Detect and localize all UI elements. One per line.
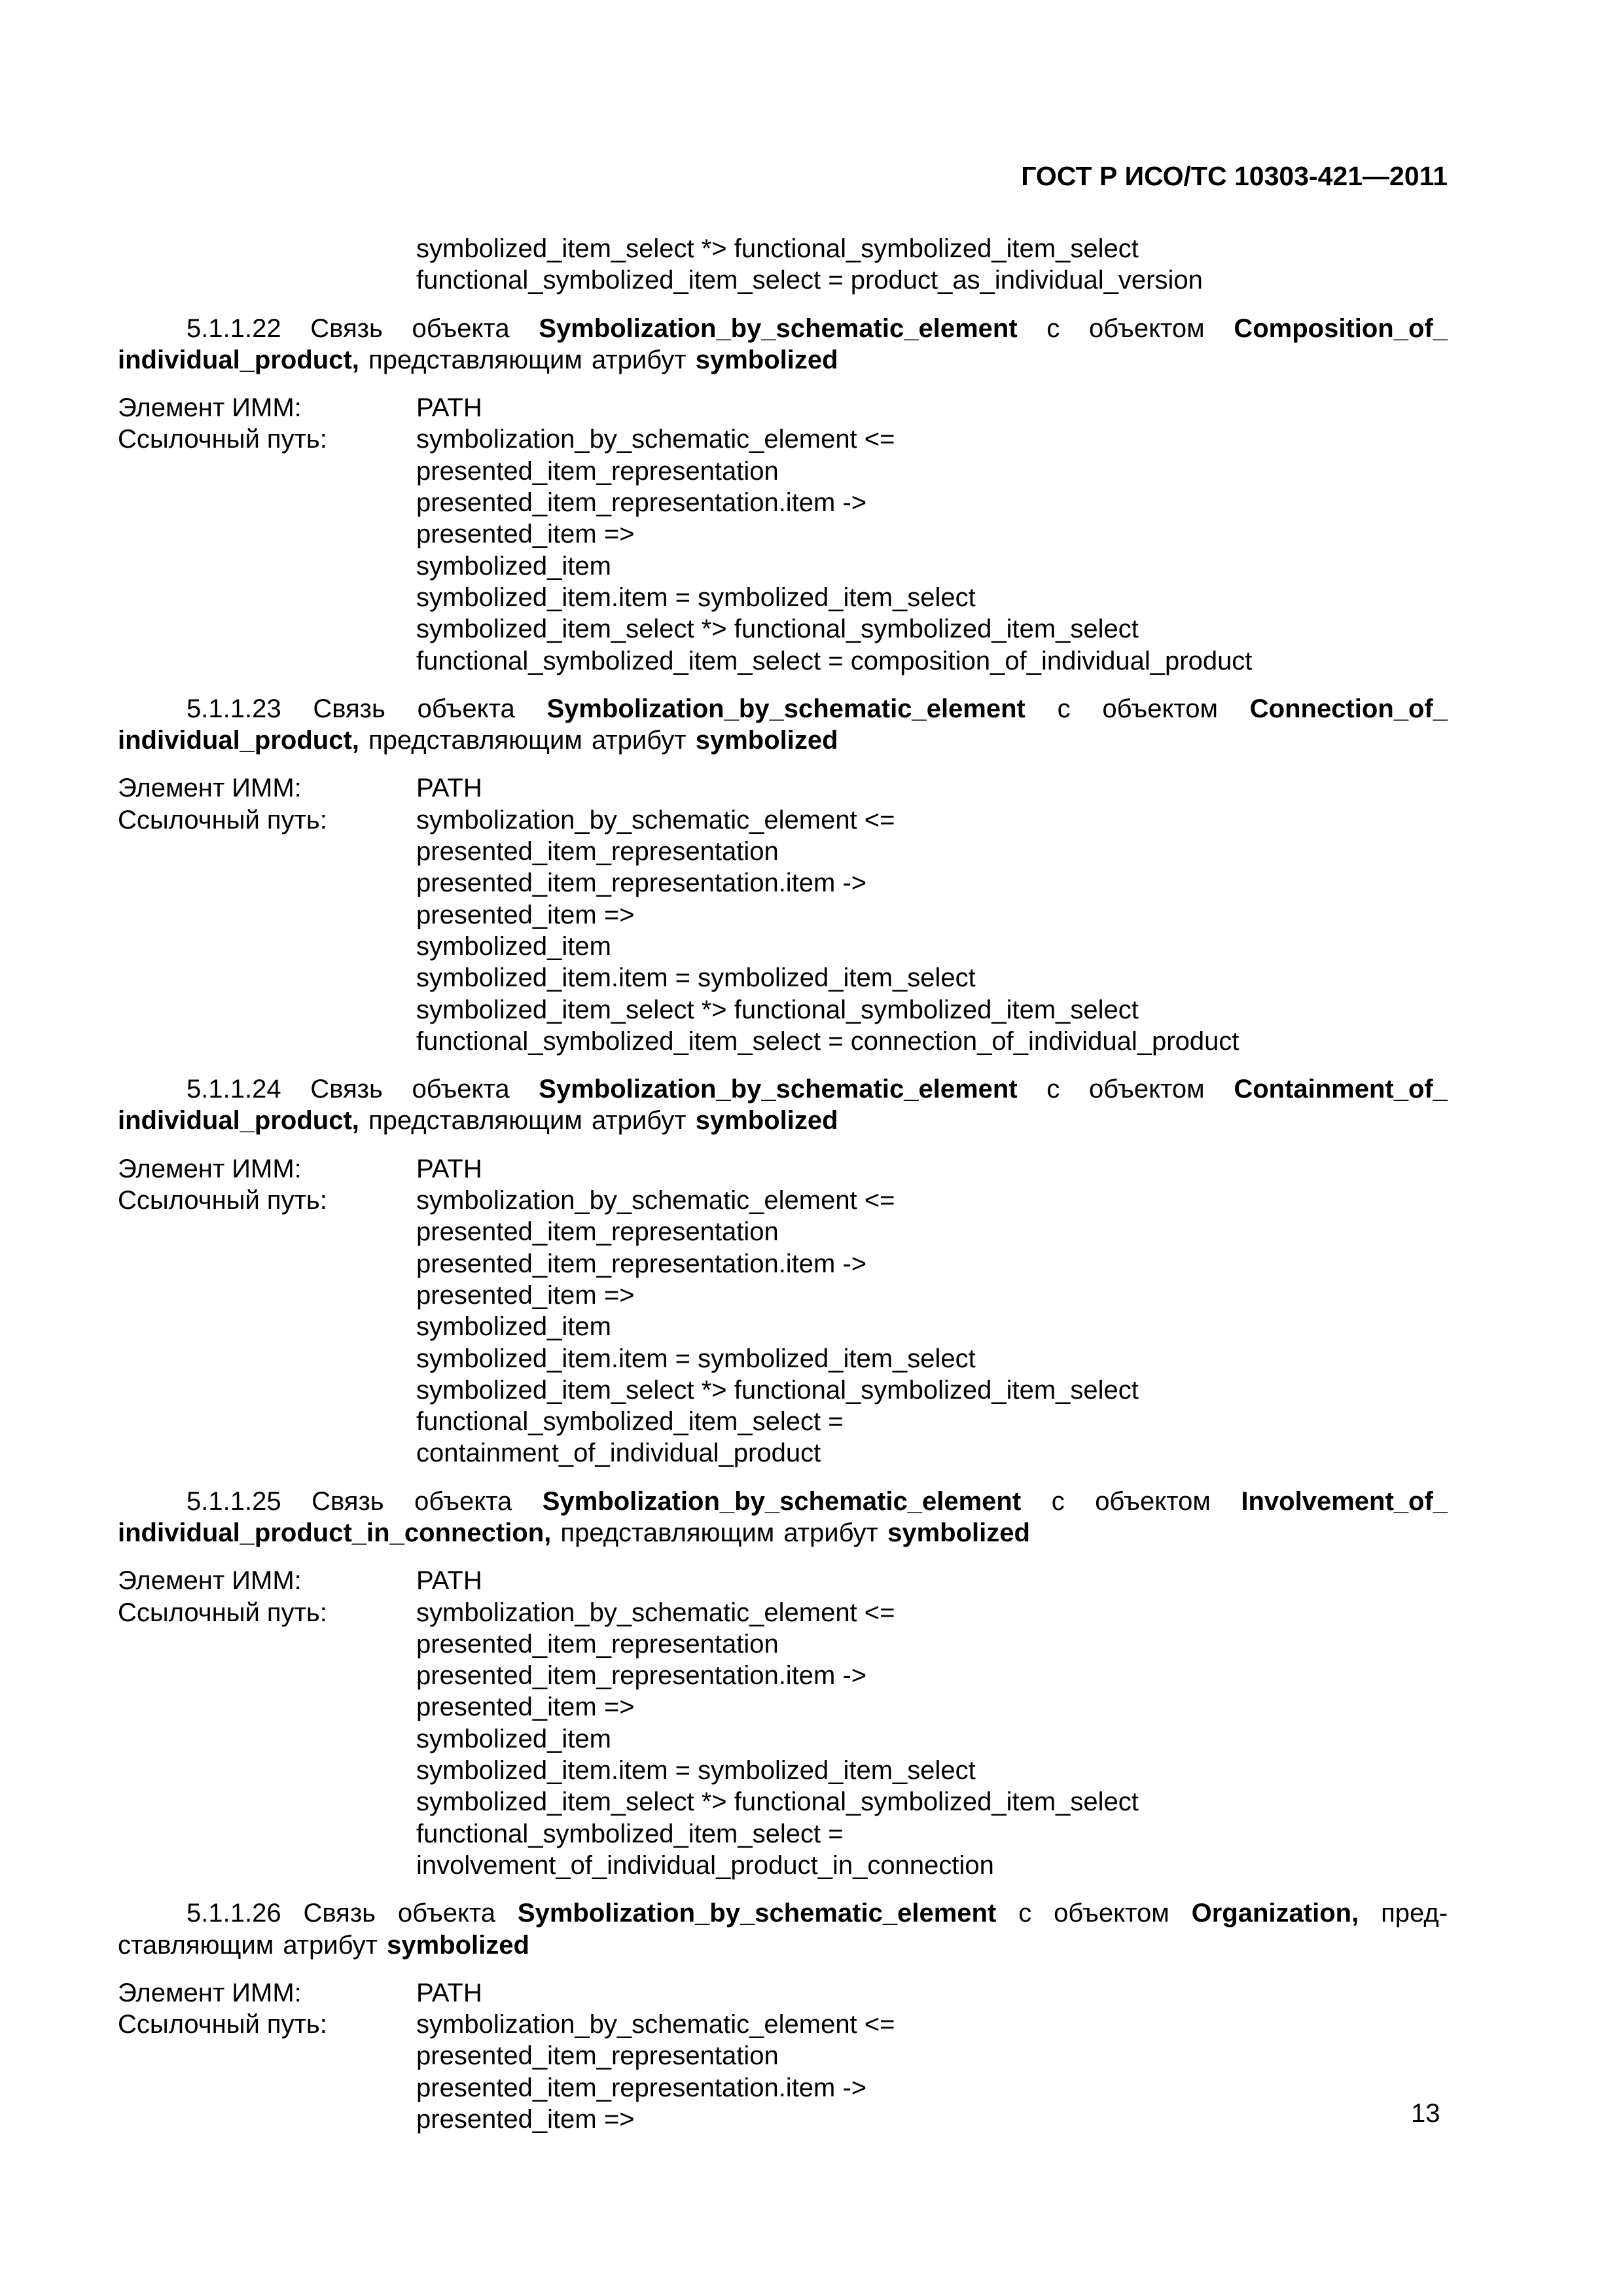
page-number: 13 (1411, 2099, 1440, 2128)
arm-element-value: PATH (416, 1978, 482, 2007)
reference-path-label: Ссылочный путь: (118, 425, 327, 454)
reference-path-lines (416, 1597, 1139, 1882)
path-line: symbolized_item_select *> functional_symbolized_item_select (416, 615, 1139, 644)
path-line: symbolized_item.item = symbolized_item_select (416, 583, 976, 612)
rep-attr-text: представляющим атрибут (368, 345, 687, 374)
reference-path-lines (416, 1185, 1139, 1469)
section-5.1.1.25 (118, 1486, 1448, 1882)
arm-element-label: Элемент ИММ: (118, 774, 302, 803)
entity-name: Symbolization_by_schematic_element (539, 314, 1018, 343)
path-line: presented_item_representation.item -> (416, 2073, 867, 2102)
path-line: symbolized_item_select *> functional_symbolized_item_select (416, 1375, 1139, 1405)
attribute-name: symbolized (695, 726, 838, 755)
path-line: presented_item => (416, 900, 635, 929)
path-line: symbolized_item.item = symbolized_item_select (416, 1344, 976, 1373)
arm-element-value: PATH (416, 393, 482, 423)
arm-element-row (118, 1977, 1448, 2009)
path-line: functional_symbolized_item_select = composition_of_individual_product (416, 646, 1253, 675)
arm-element-row (118, 1153, 1448, 1185)
path-line: presented_item => (416, 1280, 635, 1310)
path-line: symbolization_by_schematic_element <= (416, 805, 895, 834)
rep-attr-text: представляющим атрибут (368, 726, 687, 755)
section-number: 5.1.1.24 (187, 1075, 281, 1104)
section-5.1.1.26 (118, 1897, 1448, 2135)
path-line: symbolized_item (416, 551, 611, 581)
path-line: symbolization_by_schematic_element <= (416, 1186, 895, 1215)
arm-element-value: PATH (416, 1566, 482, 1596)
path-line: presented_item => (416, 2105, 635, 2134)
arm-element-value: PATH (416, 1154, 482, 1183)
reference-path-label: Ссылочный путь: (118, 805, 327, 834)
reference-path-row (118, 1185, 1448, 1469)
with-text: с объектом (1046, 314, 1205, 343)
arm-element-label: Элемент ИММ: (118, 1978, 302, 2007)
section-heading (118, 1073, 1448, 1137)
section-heading (118, 313, 1448, 376)
reference-path-row (118, 423, 1448, 676)
section-heading (118, 693, 1448, 757)
section-5.1.1.23 (118, 693, 1448, 1057)
conn-text: Связь объекта (310, 314, 510, 343)
path-line: symbolized_item_select *> functional_symbolized_item_select (416, 1787, 1139, 1817)
entity-name: Symbolization_by_schematic_element (539, 1075, 1018, 1104)
conn-text: Связь объекта (303, 1899, 496, 1928)
rep-attr-text: представляющим атрибут (368, 1106, 687, 1136)
section-heading (118, 1897, 1448, 1961)
path-line: symbolized_item_select *> functional_symbolized_item_select (416, 995, 1139, 1024)
path-line: presented_item_representation (416, 2041, 779, 2071)
path-line: symbolization_by_schematic_element <= (416, 425, 895, 454)
path-line: presented_item_representation (416, 456, 779, 486)
page-content (118, 233, 1448, 2135)
with-text: с объектом (1018, 1899, 1169, 1928)
with-text: с объектом (1046, 1075, 1205, 1104)
section-number: 5.1.1.23 (187, 694, 281, 723)
path-line: functional_symbolized_item_select = product_as_individual_version (416, 266, 1203, 295)
attribute-name: symbolized (695, 1106, 838, 1136)
path-line: presented_item_representation.item -> (416, 1249, 867, 1278)
attribute-name: symbolized (887, 1518, 1030, 1547)
target-entity: Organization, (1191, 1899, 1359, 1928)
path-line: presented_item => (416, 520, 635, 549)
attribute-name: symbolized (695, 345, 838, 374)
path-line: symbolization_by_schematic_element <= (416, 2010, 895, 2039)
arm-element-label: Элемент ИММ: (118, 1154, 302, 1183)
path-line: symbolized_item (416, 1312, 611, 1342)
path-line: containment_of_individual_product (416, 1439, 821, 1468)
attribute-name: symbolized (387, 1930, 529, 1960)
conn-text: Связь объекта (313, 694, 515, 723)
path-line: involvement_of_individual_product_in_connection (416, 1850, 994, 1880)
continued-path (416, 233, 1448, 296)
conn-text: Связь объекта (310, 1075, 510, 1104)
reference-path-lines (416, 423, 1252, 676)
entity-name: Symbolization_by_schematic_element (517, 1899, 997, 1928)
entity-name: Symbolization_by_schematic_element (542, 1486, 1022, 1516)
with-text: с объектом (1051, 1486, 1211, 1516)
path-line: functional_symbolized_item_select = connection_of_individual_product (416, 1026, 1240, 1056)
reference-path-lines (416, 2009, 895, 2135)
path-line: presented_item_representation (416, 837, 779, 867)
target-entity: Involvement_of_ individual_product_in_connection, (118, 1486, 1448, 1547)
section-number: 5.1.1.22 (187, 314, 281, 343)
section-5.1.1.24 (118, 1073, 1448, 1469)
reference-path-row (118, 804, 1448, 1057)
arm-element-row (118, 1565, 1448, 1596)
reference-path-lines (416, 804, 1239, 1057)
path-line: symbolized_item.item = symbolized_item_select (416, 1756, 976, 1785)
path-line: symbolized_item_select *> functional_symbolized_item_select (416, 234, 1139, 263)
entity-name: Symbolization_by_schematic_element (546, 694, 1026, 723)
path-line: presented_item => (416, 1693, 635, 1722)
target-entity: Containment_of_ individual_product, (118, 1075, 1448, 1136)
section-number: 5.1.1.25 (187, 1486, 281, 1516)
path-line: presented_item_representation.item -> (416, 488, 867, 518)
reference-path-label: Ссылочный путь: (118, 2010, 327, 2039)
document-header: ГОСТ Р ИСО/ТС 10303-421—2011 (1021, 161, 1448, 191)
path-line: symbolized_item (416, 931, 611, 961)
path-line: symbolized_item (416, 1724, 611, 1753)
path-line: presented_item_representation.item -> (416, 1661, 867, 1691)
path-line: presented_item_representation (416, 1217, 779, 1247)
arm-element-row (118, 772, 1448, 804)
target-entity: Connection_of_ individual_product, (118, 694, 1448, 755)
section-5.1.1.22 (118, 313, 1448, 677)
rep-attr-text: пред-ставляющим атрибут (118, 1899, 1448, 1960)
path-line: symbolization_by_schematic_element <= (416, 1598, 895, 1627)
path-line: functional_symbolized_item_select = (416, 1819, 844, 1848)
reference-path-row (118, 2009, 1448, 2135)
conn-text: Связь объекта (312, 1486, 512, 1516)
reference-path-label: Ссылочный путь: (118, 1598, 327, 1627)
target-entity: Composition_of_ individual_product, (118, 314, 1448, 374)
arm-element-label: Элемент ИММ: (118, 393, 302, 423)
arm-element-value: PATH (416, 774, 482, 803)
path-line: functional_symbolized_item_select = (416, 1407, 844, 1437)
reference-path-label: Ссылочный путь: (118, 1186, 327, 1215)
arm-element-label: Элемент ИММ: (118, 1566, 302, 1596)
rep-attr-text: представляющим атрибут (560, 1518, 878, 1547)
path-line: symbolized_item.item = symbolized_item_select (416, 963, 976, 993)
arm-element-row (118, 392, 1448, 423)
path-line: presented_item_representation (416, 1629, 779, 1659)
section-number: 5.1.1.26 (187, 1899, 281, 1928)
path-line: presented_item_representation.item -> (416, 869, 867, 898)
sections-list (118, 313, 1448, 2136)
section-heading (118, 1486, 1448, 1549)
with-text: с объектом (1057, 694, 1219, 723)
reference-path-row (118, 1597, 1448, 1882)
